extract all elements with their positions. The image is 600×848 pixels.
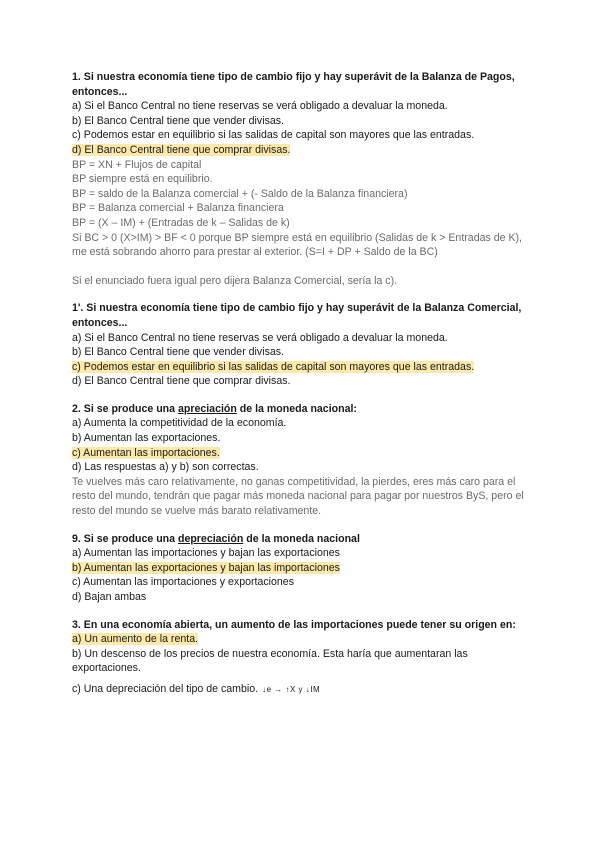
- answer-highlight: b) Aumentan las exportaciones y bajan las importaciones: [72, 561, 340, 574]
- option-c-text: c) Una depreciación del tipo de cambio.: [72, 682, 259, 695]
- option-c: [72, 682, 532, 698]
- spacer: [72, 260, 532, 274]
- answer-highlight: d) El Banco Central tiene que comprar divisas.: [72, 143, 291, 156]
- option-b: b) Aumentan las exportaciones.: [72, 432, 221, 445]
- option-c-answer: [72, 446, 532, 461]
- note-line: BP = saldo de la Balanza comercial + (- Saldo de la Balanza financiera): [72, 187, 408, 200]
- option-d: d) Bajan ambas: [72, 591, 147, 603]
- option-a: a) Aumenta la competitividad de la economía.: [72, 417, 287, 430]
- heading-underlined: apreciación: [177, 402, 237, 415]
- question-9: [72, 532, 532, 605]
- heading-post: de la moneda nacional:: [236, 402, 357, 415]
- heading-pre: 2. Si se produce una: [72, 402, 178, 415]
- option-b: b) El Banco Central tiene que vender divisas.: [72, 346, 284, 359]
- option-d: d) Las respuestas a) y b) son correctas.: [72, 461, 259, 474]
- question-heading: [72, 532, 532, 547]
- option-a-answer: [72, 632, 532, 647]
- heading-post: de la moneda nacional: [243, 532, 360, 545]
- heading-underlined: depreciación: [177, 532, 244, 545]
- question-heading: 1. Si nuestra economía tiene tipo de cambio fijo y hay superávit de la Balanza de Pagos, entonces...: [72, 71, 515, 98]
- question-1: [72, 70, 532, 288]
- option-b: b) Un descenso de los precios de nuestra economía. Esta haría que aumentaran las exportaciones.: [72, 647, 468, 675]
- document-content: [72, 70, 532, 711]
- option-d-answer: [72, 143, 532, 158]
- note-line: Te vuelves más caro relativamente, no ganas competitividad, la pierdes, eres más caro para el resto del mundo, tendrán que pagar más moneda nacional para pagar por nuestros ByS, pero el resto del mundo se vuelve más barato relativamente.: [72, 475, 524, 518]
- question-3: [72, 618, 532, 698]
- option-d: d) El Banco Central tiene que comprar divisas.: [72, 375, 291, 388]
- option-c-answer: [72, 360, 532, 375]
- note-line: Si BC > 0 (X>IM) > BF < 0 porque BP siempre está en equilibrio (Salidas de k > Entradas de K), me está sobrando ahorro para prestar al exterior. (S=I + DP + Saldo de la BC): [72, 231, 522, 259]
- question-1-prime: [72, 301, 532, 389]
- question-heading: 3. En una economía abierta, un aumento de las importaciones puede tener su origen en:: [72, 618, 516, 631]
- question-2: [72, 402, 532, 519]
- option-b-answer: [72, 561, 532, 576]
- note-line: BP = (X – IM) + (Entradas de k – Salidas de k): [72, 216, 290, 229]
- option-a: a) Aumentan las importaciones y bajan las exportaciones: [72, 547, 340, 560]
- answer-highlight: c) Podemos estar en equilibrio si las salidas de capital son mayores que las entradas.: [72, 360, 475, 373]
- option-a: a) Si el Banco Central no tiene reservas se verá obligado a devaluar la moneda.: [72, 100, 448, 113]
- note-line: BP siempre está en equilibrio.: [72, 173, 213, 186]
- answer-highlight: c) Aumentan las importaciones.: [72, 446, 220, 459]
- question-heading: 1'. Si nuestra economía tiene tipo de cambio fijo y hay superávit de la Balanza Comercial, entonces...: [72, 302, 522, 329]
- note-line: BP = XN + Flujos de capital: [72, 158, 202, 171]
- option-b: b) El Banco Central tiene que vender divisas.: [72, 114, 284, 127]
- heading-pre: 9. Si se produce una: [72, 532, 178, 545]
- question-heading: [72, 402, 532, 417]
- note-line: BP = Balanza comercial + Balanza financiera: [72, 202, 284, 215]
- note-extra: Si el enunciado fuera igual pero dijera Balanza Comercial, sería la c).: [72, 274, 398, 287]
- handwritten-note: ↓e → ↑X y ↓IM: [262, 684, 321, 694]
- option-a: a) Si el Banco Central no tiene reservas se verá obligado a devaluar la moneda.: [72, 331, 448, 344]
- answer-highlight: a) Un aumento de la renta.: [72, 633, 199, 646]
- option-c: c) Aumentan las importaciones y exportaciones: [72, 576, 294, 589]
- option-c: c) Podemos estar en equilibrio si las salidas de capital son mayores que las entradas.: [72, 129, 475, 142]
